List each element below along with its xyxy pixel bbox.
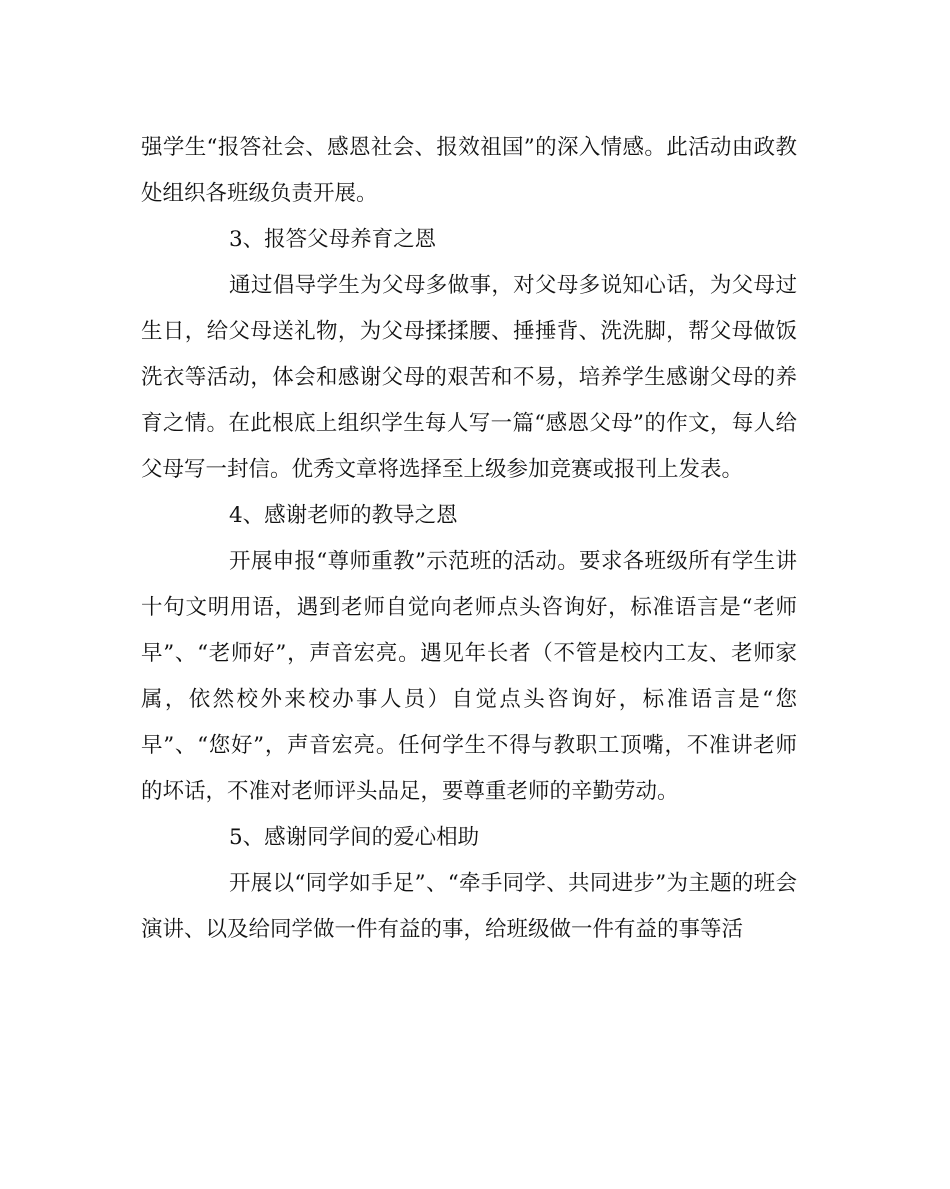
section-heading-4: 4、感谢老师的教导之恩 xyxy=(229,503,458,528)
document-body xyxy=(141,125,797,953)
paragraph-classmates: 开展以“同学如手足”、“牵手同学、共同进步”为主题的班会演讲、以及给同学做一件有益的事，给班级做一件有益的事等活 xyxy=(141,871,797,942)
paragraph-parents: 通过倡导学生为父母多做事，对父母多说知心话，为父母过生日，给父母送礼物，为父母揉揉腰、捶捶背、洗洗脚，帮父母做饭洗衣等活动，体会和感谢父母的艰苦和不易，培养学生感谢父母的养育之情。在此根底上组织学生每人写一篇“感恩父母”的作文，每人给父母写一封信。优秀文章将选择至上级参加竞赛或报刊上发表。 xyxy=(141,273,797,482)
section-heading-5: 5、感谢同学间的爱心相助 xyxy=(229,825,480,850)
paragraph-teachers: 开展申报“尊师重教”示范班的活动。要求各班级所有学生讲十句文明用语，遇到老师自觉向老师点头咨询好，标准语言是“老师早”、“老师好”，声音宏亮。遇见年长者（不管是校内工友、老师家属，依然校外来校办事人员）自觉点头咨询好，标准语言是“您早”、“您好”，声音宏亮。任何学生不得与教职工顶嘴，不准讲老师的坏话，不准对老师评头品足，要尊重老师的辛勤劳动。 xyxy=(141,549,797,804)
paragraph-continued: 强学生“报答社会、感恩社会、报效祖国”的深入情感。此活动由政教处组织各班级负责开展。 xyxy=(141,135,797,206)
section-heading-3: 3、报答父母养育之恩 xyxy=(229,227,437,252)
